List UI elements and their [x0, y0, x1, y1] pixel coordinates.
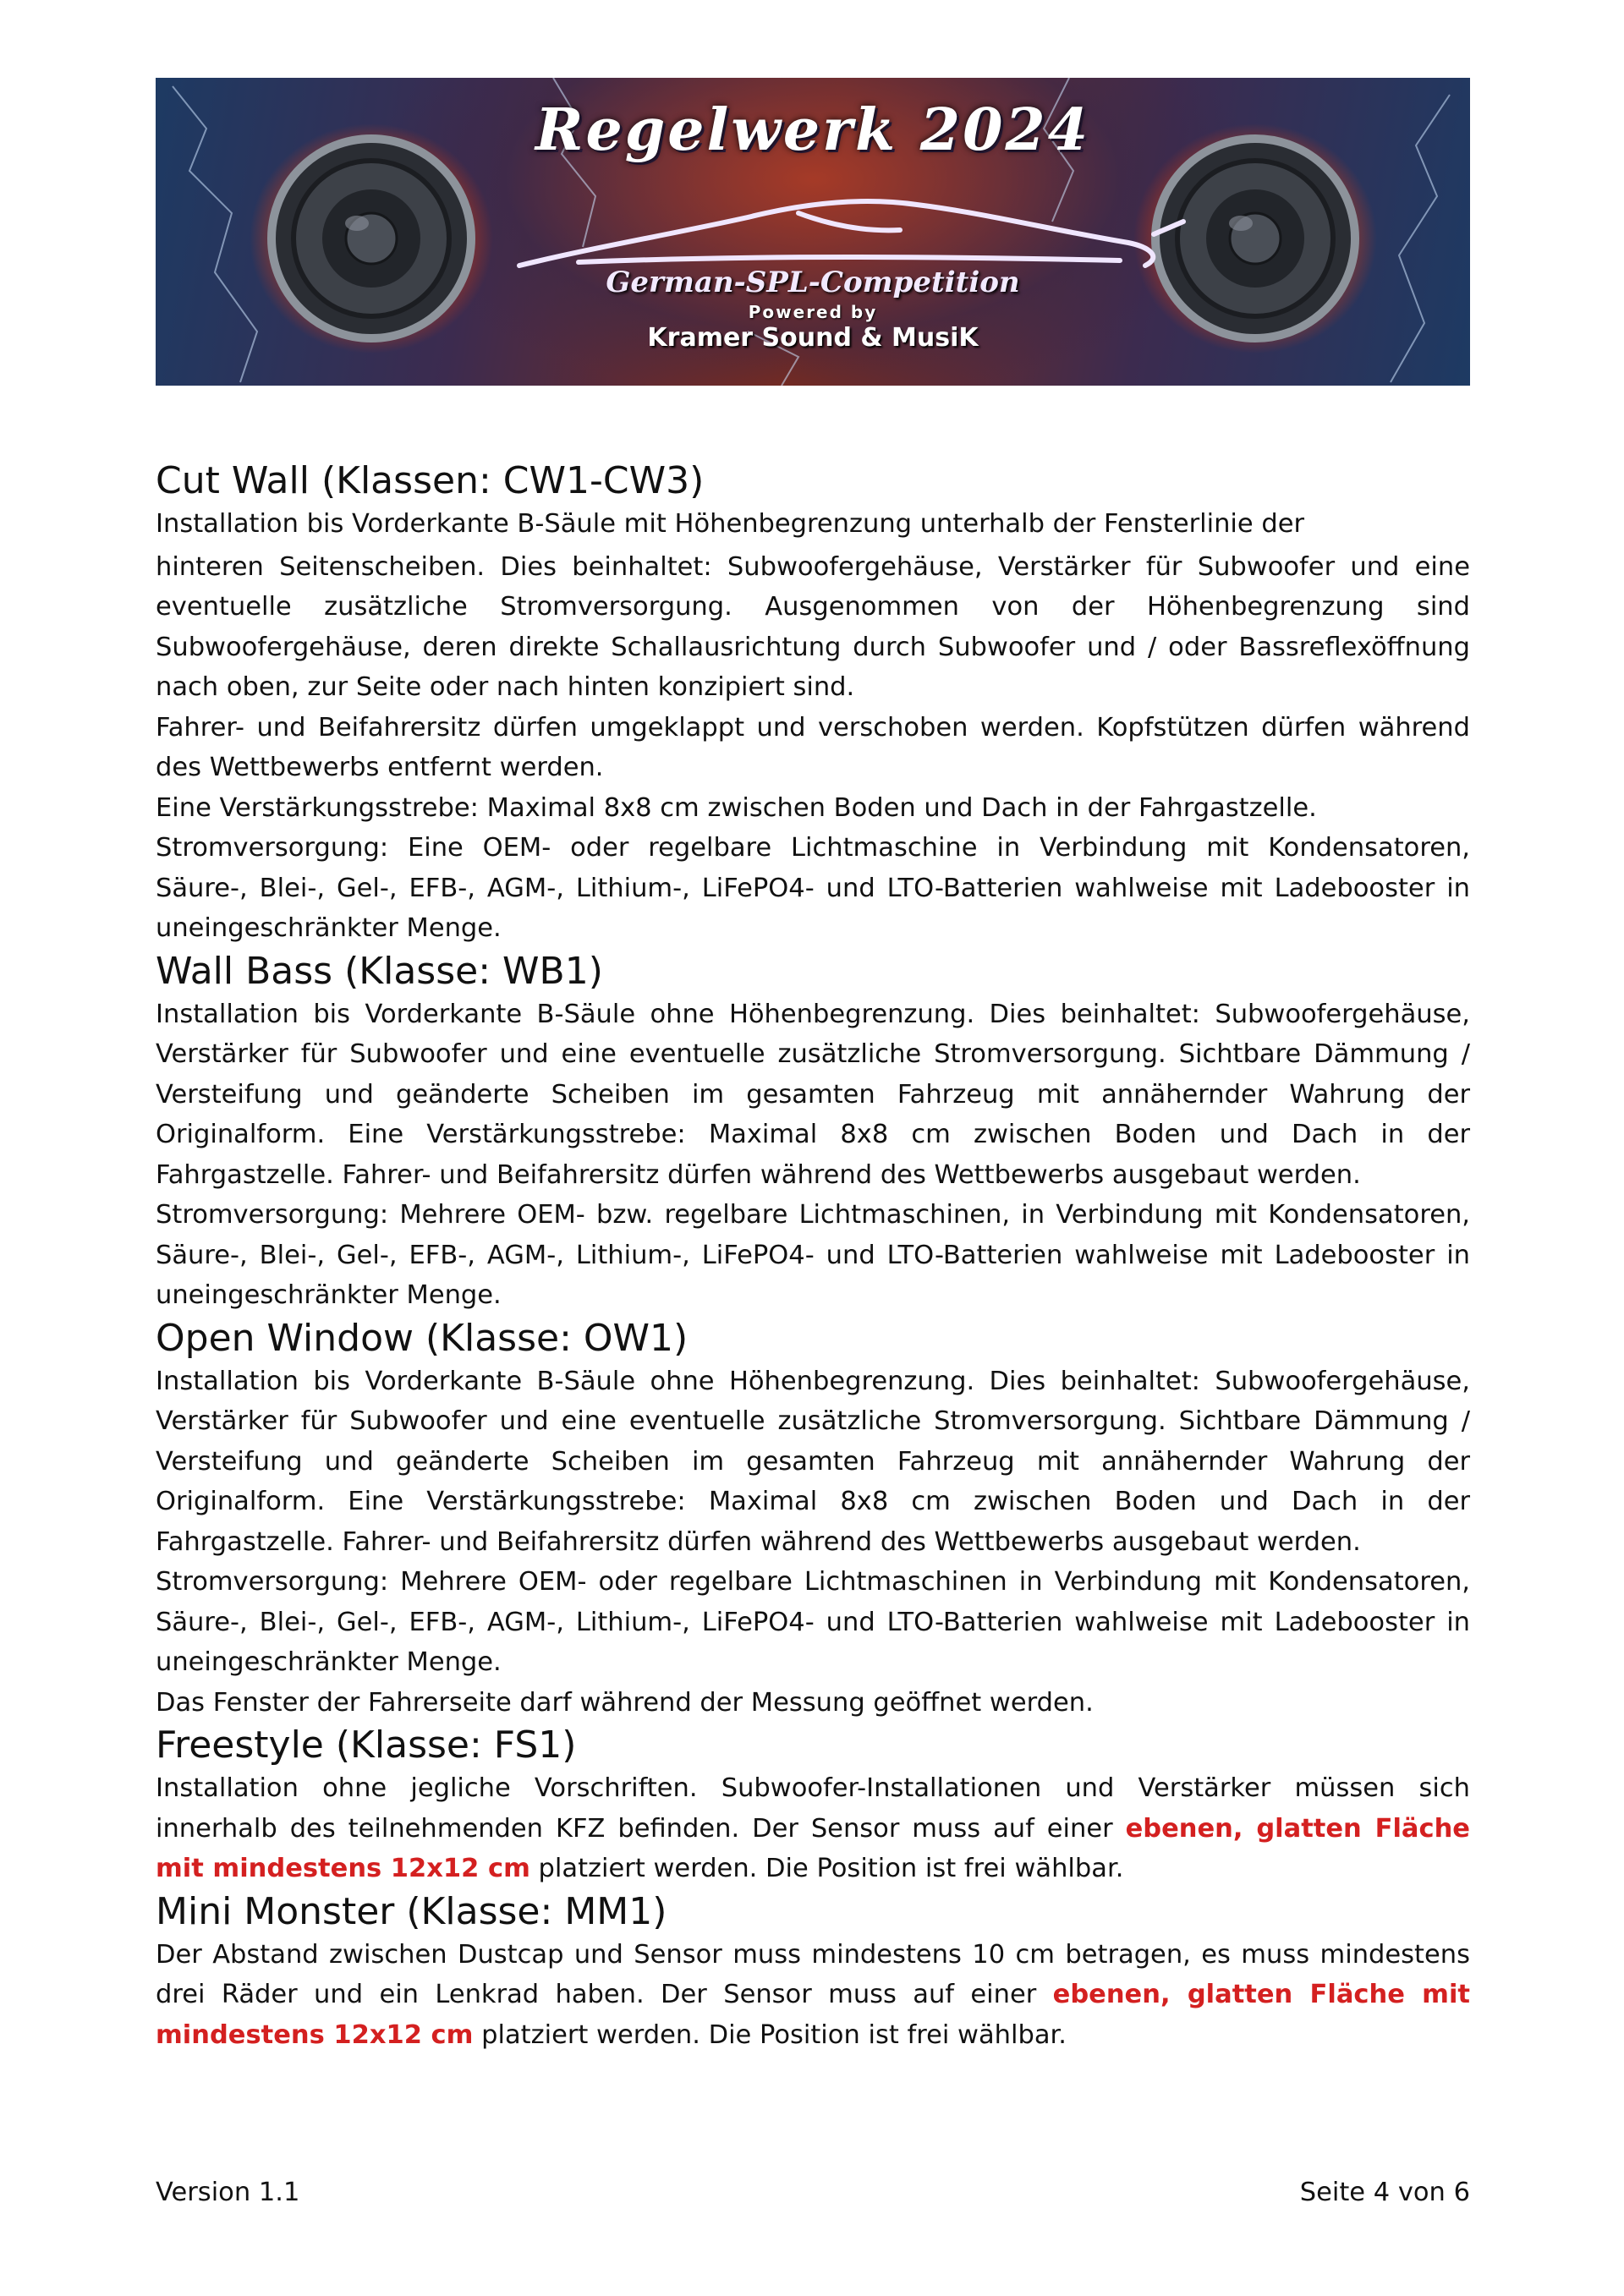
section-paragraph: Installation bis Vorderkante B-Säule ohne Höhenbegrenzung. Dies beinhaltet: Subwoofergehäuse, Verstärker für Subwoofer und eine eventuelle zusätzliche Stromversorgung. Sichtbare Dämmung / Versteifung und geänderte Scheiben im gesamten Fahrzeug mit annähernder Wahrung der Originalform. Eine Verstärkungsstrebe: Maximal 8x8 cm zwischen Boden und Dach in der Fahrgastzelle. Fahrer- und Beifahrersitz dürfen während des Wettbewerbs ausgebaut werden.	[156, 1366, 1470, 1557]
section-heading-cut-wall: Cut Wall (Klassen: CW1-CW3)	[156, 459, 705, 502]
rules-content	[156, 458, 1470, 2055]
section-paragraph: Das Fenster der Fahrerseite darf während der Messung geöffnet werden.	[156, 1687, 1094, 1718]
section-paragraph: Stromversorgung: Mehrere OEM- oder regelbare Lichtmaschinen in Verbindung mit Kondensatoren, Säure-, Blei-, Gel-, EFB-, AGM-, Lithium-, LiFePO4- und LTO-Batterien wahlweise mit Ladebooster in uneingeschränkter Menge.	[156, 1567, 1470, 1677]
banner-brand: Kramer Sound & MusiK	[647, 323, 979, 353]
highlight-text: ebenen, glatten Fläche mit mindestens 12x12 cm	[156, 1980, 1470, 2050]
paragraph-text: Installation ohne jegliche Vorschriften. Subwoofer-Installationen und Verstärker müssen sich innerhalb des teilnehmenden KFZ befinden. Der Sensor muss auf einer	[156, 1773, 1470, 1844]
highlight-text: ebenen, glatten Fläche mit mindestens 12x12 cm	[156, 1813, 1470, 1883]
document-page	[156, 78, 1470, 2050]
section-heading-mini-monster: Mini Monster (Klasse: MM1)	[156, 1889, 667, 1933]
section-heading-open-window: Open Window (Klasse: OW1)	[156, 1316, 689, 1360]
paragraph-text: platziert werden. Die Position ist frei wählbar.	[529, 1854, 1124, 1883]
section-paragraph: Eine Verstärkungsstrebe: Maximal 8x8 cm zwischen Boden und Dach in der Fahrgastzelle.	[156, 792, 1317, 823]
paragraph-text: platziert werden. Die Position ist frei wählbar.	[473, 2019, 1067, 2050]
banner-powered-by: Powered by	[748, 302, 878, 322]
car-silhouette-icon	[519, 201, 1183, 266]
section-paragraph: Installation bis Vorderkante B-Säule mit Höhenbegrenzung unterhalb der Fensterlinie der	[156, 509, 1305, 539]
header-banner	[156, 78, 1470, 386]
banner-subtitle: German-SPL-Competition	[606, 266, 1020, 299]
section-paragraph: Stromversorgung: Mehrere OEM- bzw. regelbare Lichtmaschinen, in Verbindung mit Kondensatoren, Säure-, Blei-, Gel-, EFB-, AGM-, Lithium-, LiFePO4- und LTO-Batterien wahlweise mit Ladebooster in uneingeschränkter Menge.	[156, 1200, 1470, 1310]
footer-version: Version 1.1	[156, 2178, 300, 2207]
section-heading-wall-bass: Wall Bass (Klasse: WB1)	[156, 949, 603, 993]
section-paragraph: Installation bis Vorderkante B-Säule ohne Höhenbegrenzung. Dies beinhaltet: Subwoofergehäuse, Verstärker für Subwoofer und eine eventuelle zusätzliche Stromversorgung. Sichtbare Dämmung / Versteifung und geänderte Scheiben im gesamten Fahrzeug mit annähernder Wahrung der Originalform. Eine Verstärkungsstrebe: Maximal 8x8 cm zwischen Boden und Dach in der Fahrgastzelle. Fahrer- und Beifahrersitz dürfen während des Wettbewerbs ausgebaut werden.	[156, 999, 1470, 1190]
section-paragraph: hinteren Seitenscheiben. Dies beinhaltet: Subwoofergehäuse, Verstärker für Subwoofer und eine eventuelle zusätzliche Stromversorgung. Ausgenommen von der Höhenbegrenzung sind Subwoofergehäuse, deren direkte Schallausrichtung durch Subwoofer und / oder Bassreflexöffnung nach oben, zur Seite oder nach hinten konzipiert sind.	[156, 551, 1470, 702]
paragraph-text: Der Abstand zwischen Dustcap und Sensor muss mindestens 10 cm betragen, es muss mindestens drei Räder und ein Lenkrad haben. Der Sensor muss auf einer	[156, 1939, 1470, 2009]
section-paragraph	[156, 1768, 1470, 1889]
section-paragraph: Fahrer- und Beifahrersitz dürfen umgeklappt und verschoben werden. Kopfstützen dürfen während des Wettbewerbs entfernt werden.	[156, 712, 1470, 782]
section-paragraph	[156, 1935, 1470, 2056]
page-footer	[156, 2176, 1470, 2210]
footer-page-number: Seite 4 von 6	[1299, 2178, 1470, 2207]
section-heading-freestyle: Freestyle (Klasse: FS1)	[156, 1723, 577, 1767]
section-paragraph: Stromversorgung: Eine OEM- oder regelbare Lichtmaschine in Verbindung mit Kondensatoren, Säure-, Blei-, Gel-, EFB-, AGM-, Lithium-, LiFePO4- und LTO-Batterien wahlweise mit Ladebooster in uneingeschränkter Menge.	[156, 833, 1470, 943]
banner-title: Regelwerk 2024	[535, 96, 1091, 164]
